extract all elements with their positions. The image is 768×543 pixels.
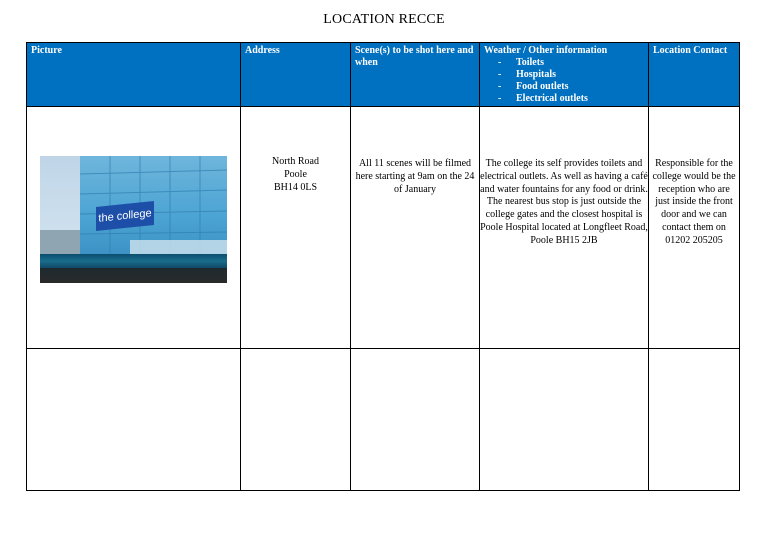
address-line: BH14 0LS [273,181,318,193]
address-line: North Road [272,156,319,167]
header-weather-item: - Hospitals [498,69,644,81]
document-title: LOCATION RECCE [323,12,445,27]
cell-address-empty [241,349,351,491]
cell-weather-empty [480,349,649,491]
cell-address [241,107,351,349]
header-weather-item: - Food outlets [498,81,644,93]
cell-contact-empty [649,349,740,491]
cell-scenes: All 11 scenes will be filmed here starting at 9am on the 24 of January [351,107,480,349]
cell-contact: Responsible for the college would be the reception who are just inside the front door and we can contact them on 01202 205205 [649,107,740,349]
college-sign: the college [96,201,154,231]
college-photo [40,156,227,283]
table-row [27,349,740,491]
cell-weather: The college its self provides toilets and electrical outlets. As well as having a café and water fountains for any food or drink. The nearest bus stop is just outside the college gates and the closest hospital is Poole Hospital located at Longfleet Road, Poole BH15 2JB [480,107,649,349]
header-weather-item: - Toilets [498,57,644,69]
address-line: Poole [284,168,307,180]
header-weather-label: Weather / Other information [484,45,608,56]
header-address: Address [241,43,351,107]
cell-picture-empty [27,349,241,491]
header-weather-list [484,57,644,105]
header-contact: Location Contact [649,43,740,107]
header-picture: Picture [27,43,241,107]
cell-scenes-empty [351,349,480,491]
table-row [27,107,740,349]
header-weather-item: - Electrical outlets [498,93,644,105]
location-recce-table [26,42,740,491]
header-scenes: Scene(s) to be shot here and when [351,43,480,107]
header-weather [480,43,649,107]
header-row [27,43,740,107]
cell-picture [27,107,241,349]
